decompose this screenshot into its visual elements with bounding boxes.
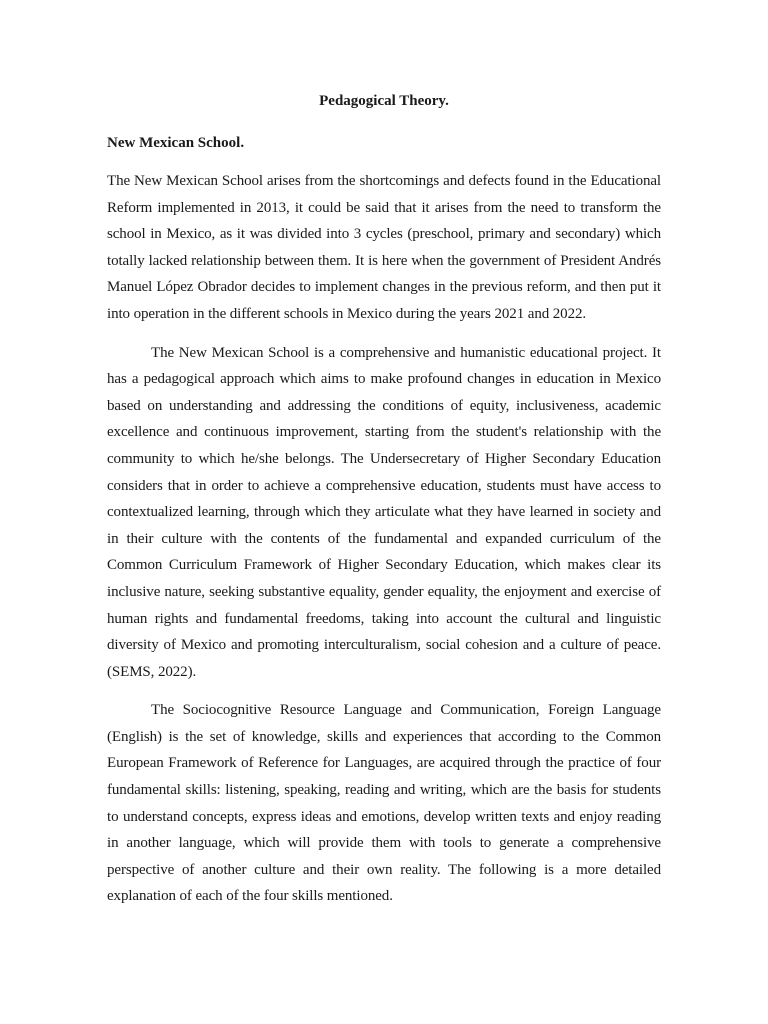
paragraph-sociocognitive-resource: The Sociocognitive Resource Language and Communication, Foreign Language (English) is the set of knowledge, skills and experiences that according to the Common European Framework of Reference for Languages, are acquired through the practice of four fundamental skills: listening, speaking, reading and writing, which are the basis for students to understand concepts, express ideas and emotions, develop written texts and enjoy reading in another language, which will provide them with tools to generate a comprehensive perspective of another culture and their own reality. The following is a more detailed explanation of each of the four skills mentioned. bbox=[107, 702, 661, 905]
document-title: Pedagogical Theory. bbox=[319, 93, 449, 109]
document-body bbox=[107, 88, 661, 910]
paragraph-nem-description: The New Mexican School is a comprehensive and humanistic educational project. It has a pedagogical approach which aims to make profound changes in education in Mexico based on understanding and addressing the conditions of equity, inclusiveness, academic excellence and continuous improvement, starting from the student's relationship with the community to which he/she belongs. The Undersecretary of Higher Secondary Education considers that in order to achieve a comprehensive education, students must have access to contextualized learning, through which they articulate what they have learned in society and in their culture with the contents of the fundamental and expanded curriculum of the Common Curriculum Framework of Higher Secondary Education, which makes clear its inclusive nature, seeking substantive equality, gender equality, the enjoyment and exercise of human rights and fundamental freedoms, taking into account the cultural and linguistic diversity of Mexico and promoting interculturalism, social cohesion and a culture of peace. (SEMS, 2022). bbox=[107, 344, 661, 680]
paragraph-intro: The New Mexican School arises from the shortcomings and defects found in the Educational Reform implemented in 2013, it could be said that it arises from the need to transform the school in Mexico, as it was divided into 3 cycles (preschool, primary and secondary) which totally lacked relationship between them. It is here when the government of President Andrés Manuel López Obrador decides to implement changes in the previous reform, and then put it into operation in the different schools in Mexico during the years 2021 and 2022. bbox=[107, 173, 661, 322]
section-heading: New Mexican School. bbox=[107, 135, 245, 151]
